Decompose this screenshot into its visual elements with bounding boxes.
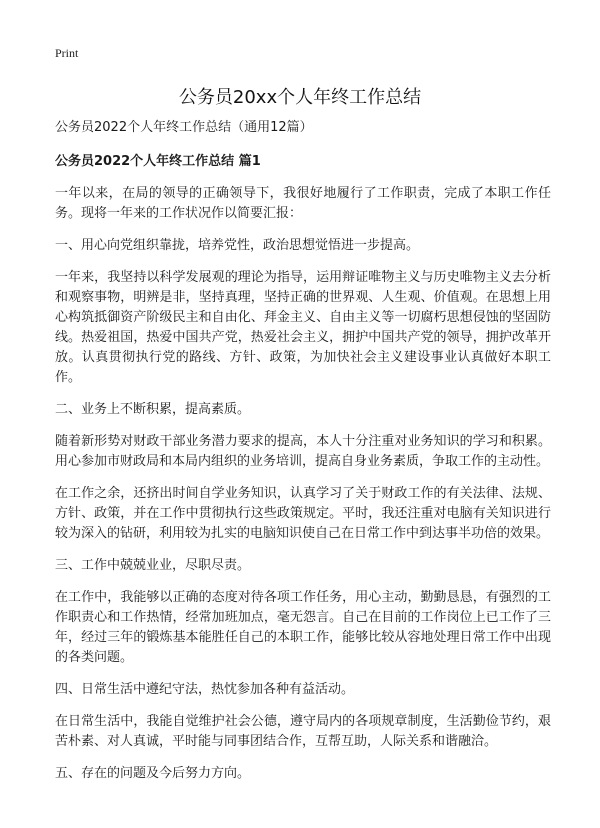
- heading-section-2: 二、业务上不断积累，提高素质。: [55, 402, 251, 417]
- heading-section-5: 五、存在的问题及今后努力方向。: [55, 766, 251, 781]
- paragraph-section-1: 一年来，我坚持以科学发展观的理论为指导，运用辩证唯物主义与历史唯物主义去分析和观察事物，明辨是非，坚持真理，坚持正确的世界观、人生观、价值观。在思想上用心构筑抵御资产阶级民主和自由化、拜金主义、自由主义等一切腐朽思想侵蚀的坚固防线。热爱祖国，热爱中国共产党，热爱社会主义，拥护中国共产党的领导，拥护改革开放。认真贯彻执行党的路线、方针、政策，为加快社会主义建设事业认真做好本职工作。: [55, 270, 551, 385]
- section-title: 公务员2022个人年终工作总结 篇1: [55, 154, 261, 169]
- print-link[interactable]: Print: [55, 46, 79, 60]
- paragraph-intro: 一年以来，在局的领导的正确领导下，我很好地履行了工作职责，完成了本职工作任务。现将一年来的工作状况作以简要汇报：: [55, 186, 551, 221]
- document-title: 公务员20xx个人年终工作总结: [178, 87, 422, 108]
- heading-section-1: 一、用心向党组织靠拢，培养党性，政治思想觉悟进一步提高。: [55, 238, 420, 253]
- paragraph-section-2a: 随着新形势对财政干部业务潜力要求的提高，本人十分注重对业务知识的学习和积累。用心参加市财政局和本局内组织的业务培训，提高自身业务素质，争取工作的主动性。: [55, 434, 551, 469]
- document-subtitle: 公务员2022个人年终工作总结（通用12篇）: [55, 120, 313, 135]
- paragraph-section-3: 在工作中，我能够以正确的态度对待各项工作任务，用心主动，勤勤恳恳，有强烈的工作职责心和工作热情，经常加班加点，毫无怨言。自己在目前的工作岗位上已工作了三年，经过三年的锻炼基本能胜任自己的本职工作，能够比较从容地处理日常工作中出现的各类问题。: [55, 590, 551, 665]
- heading-section-4: 四、日常生活中遵纪守法，热忱参加各种有益活动。: [55, 682, 355, 697]
- heading-section-3: 三、工作中兢兢业业，尽职尽责。: [55, 558, 251, 573]
- paragraph-section-4: 在日常生活中，我能自觉维护社会公德，遵守局内的各项规章制度，生活勤俭节约，艰苦朴素、对人真诚，平时能与同事团结合作，互帮互助，人际关系和谐融洽。: [55, 714, 551, 749]
- document-body: [55, 118, 551, 796]
- paragraph-section-2b: 在工作之余，还挤出时间自学业务知识，认真学习了关于财政工作的有关法律、法规、方针、政策，并在工作中贯彻执行这些政策规定。平时，我还注重对电脑有关知识进行较为深入的钻研，利用较为扎实的电脑知识使自己在日常工作中到达事半功倍的效果。: [55, 486, 551, 541]
